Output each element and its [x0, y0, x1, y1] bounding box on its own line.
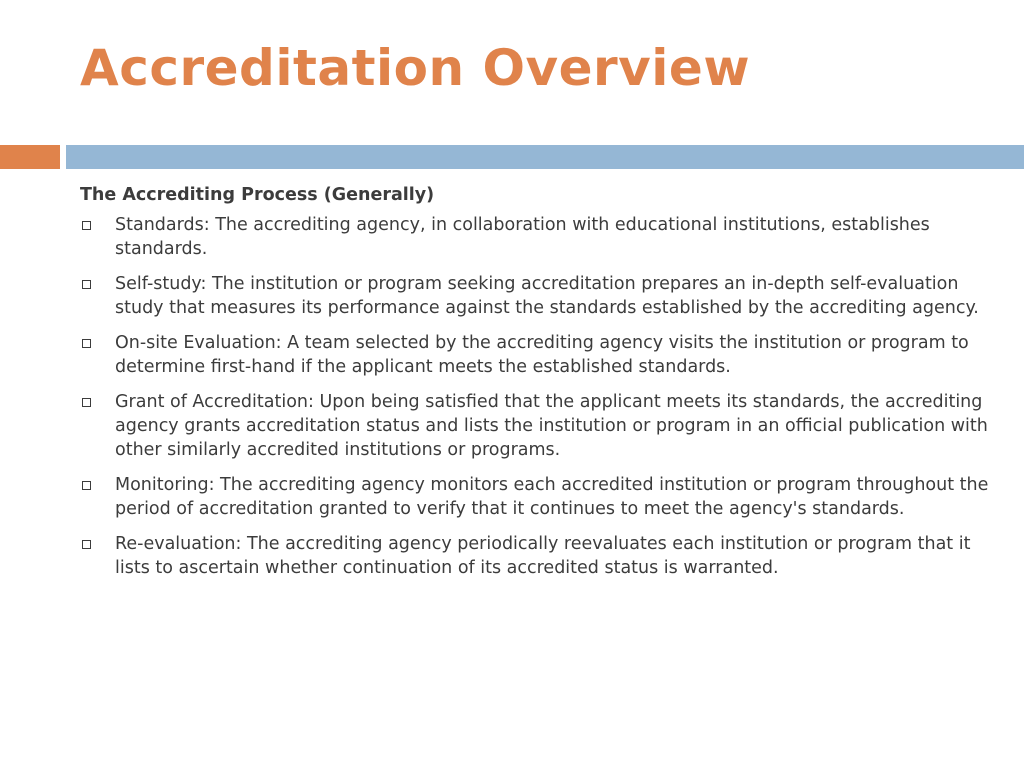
list-item	[80, 272, 990, 320]
accent-bar-blue	[66, 145, 1024, 169]
hollow-square-icon	[82, 221, 91, 230]
hollow-square-icon	[82, 481, 91, 490]
list-item	[80, 473, 990, 521]
list-item-text: Self-study: The institution or program seeking accreditation prepares an in-depth self-evaluation study that measures its performance against the standards established by the accrediting agency.	[115, 274, 979, 318]
section-subheading: The Accrediting Process (Generally)	[80, 185, 435, 205]
hollow-square-icon	[82, 540, 91, 549]
slide-content	[80, 183, 990, 591]
list-item	[80, 213, 990, 261]
list-item	[80, 532, 990, 580]
list-item	[80, 390, 990, 462]
list-item-text: On-site Evaluation: A team selected by the accrediting agency visits the institution or program to determine first-hand if the applicant meets the established standards.	[115, 333, 969, 377]
list-item	[80, 331, 990, 379]
bullet-list	[80, 213, 990, 580]
list-item-text: Re-evaluation: The accrediting agency periodically reevaluates each institution or program that it lists to ascertain whether continuation of its accredited status is warranted.	[115, 534, 971, 578]
hollow-square-icon	[82, 280, 91, 289]
hollow-square-icon	[82, 398, 91, 407]
hollow-square-icon	[82, 339, 91, 348]
list-item-text: Standards: The accrediting agency, in collaboration with educational institutions, establishes standards.	[115, 215, 930, 259]
slide-title: Accreditation Overview	[80, 39, 751, 97]
list-item-text: Monitoring: The accrediting agency monitors each accredited institution or program throughout the period of accreditation granted to verify that it continues to meet the agency's standards.	[115, 475, 989, 519]
accent-bar-orange	[0, 145, 60, 169]
list-item-text: Grant of Accreditation: Upon being satisfied that the applicant meets its standards, the accrediting agency grants accreditation status and lists the institution or program in an official publication with other similarly accredited institutions or programs.	[115, 392, 988, 460]
